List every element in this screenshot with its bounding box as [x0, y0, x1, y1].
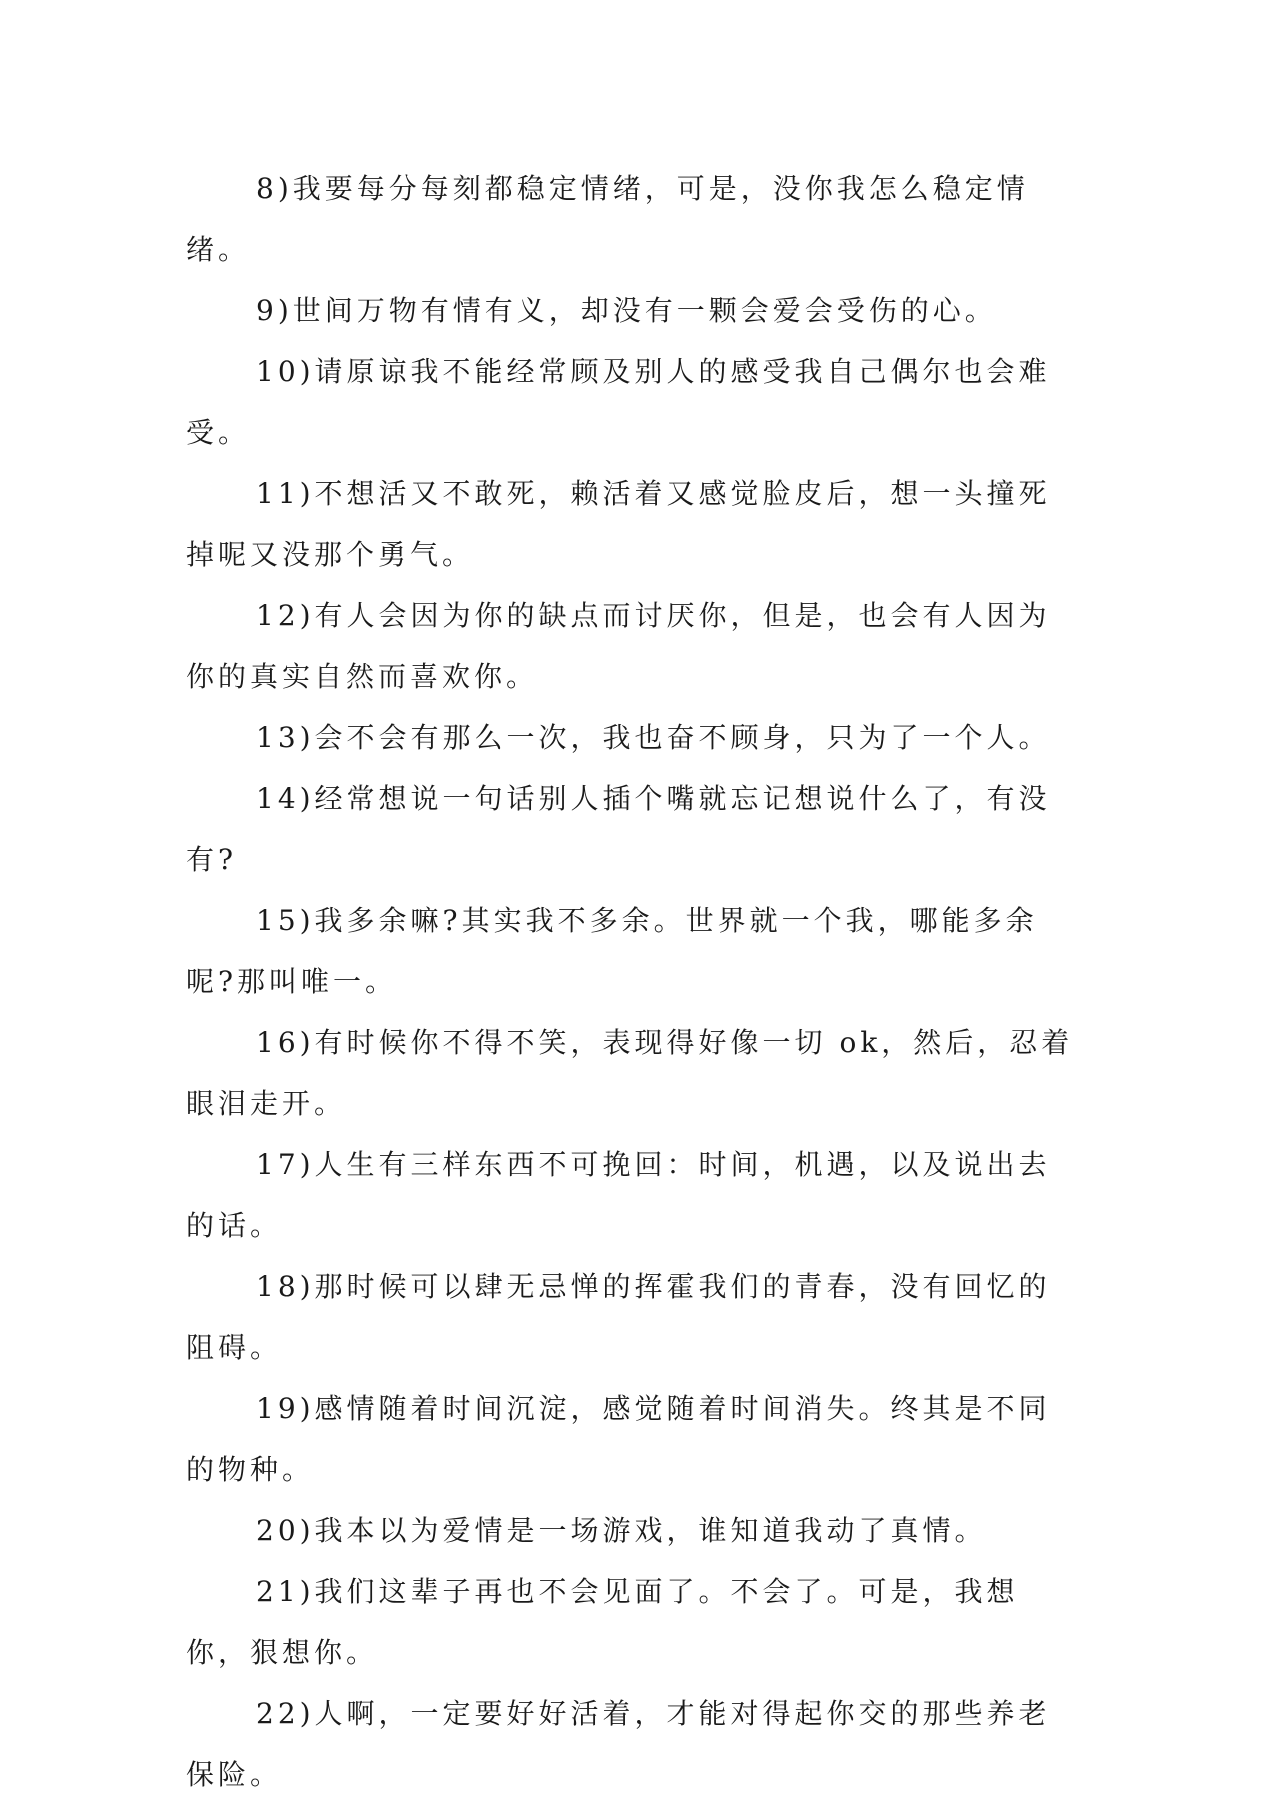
paragraph-17: 17)人生有三样东西不可挽回：时间，机遇，以及说出去的话。: [186, 1148, 1051, 1242]
document-body: [186, 158, 1082, 1805]
paragraph-22: 22)人啊，一定要好好活着，才能对得起你交的那些养老保险。: [186, 1697, 1051, 1791]
paragraph-8: 8)我要每分每刻都稳定情绪，可是，没你我怎么稳定情绪。: [186, 172, 1029, 266]
paragraph-13: 13)会不会有那么一次，我也奋不顾身，只为了一个人。: [256, 721, 1051, 754]
paragraph-19: 19)感情随着时间沉淀，感觉随着时间消失。终其是不同的物种。: [186, 1392, 1051, 1486]
paragraph-11: 11)不想活又不敢死，赖活着又感觉脸皮后，想一头撞死掉呢又没那个勇气。: [186, 477, 1051, 571]
paragraph-20: 20)我本以为爱情是一场游戏，谁知道我动了真情。: [256, 1514, 987, 1547]
paragraph-18: 18)那时候可以肆无忌惮的挥霍我们的青春，没有回忆的阻碍。: [186, 1270, 1051, 1364]
paragraph-15: 15)我多余嘛?其实我不多余。世界就一个我，哪能多余呢?那叫唯一。: [186, 904, 1038, 998]
paragraph-16: 16)有时候你不得不笑，表现得好像一切 ok，然后，忍着眼泪走开。: [186, 1026, 1074, 1120]
paragraph-10: 10)请原谅我不能经常顾及别人的感受我自己偶尔也会难受。: [186, 355, 1051, 449]
paragraph-9: 9)世间万物有情有义，却没有一颗会爱会受伤的心。: [256, 294, 997, 327]
paragraph-14: 14)经常想说一句话别人插个嘴就忘记想说什么了，有没有?: [186, 782, 1051, 876]
paragraph-21: 21)我们这辈子再也不会见面了。不会了。可是，我想你，狠想你。: [186, 1575, 1019, 1669]
paragraph-12: 12)有人会因为你的缺点而讨厌你，但是，也会有人因为你的真实自然而喜欢你。: [186, 599, 1051, 693]
